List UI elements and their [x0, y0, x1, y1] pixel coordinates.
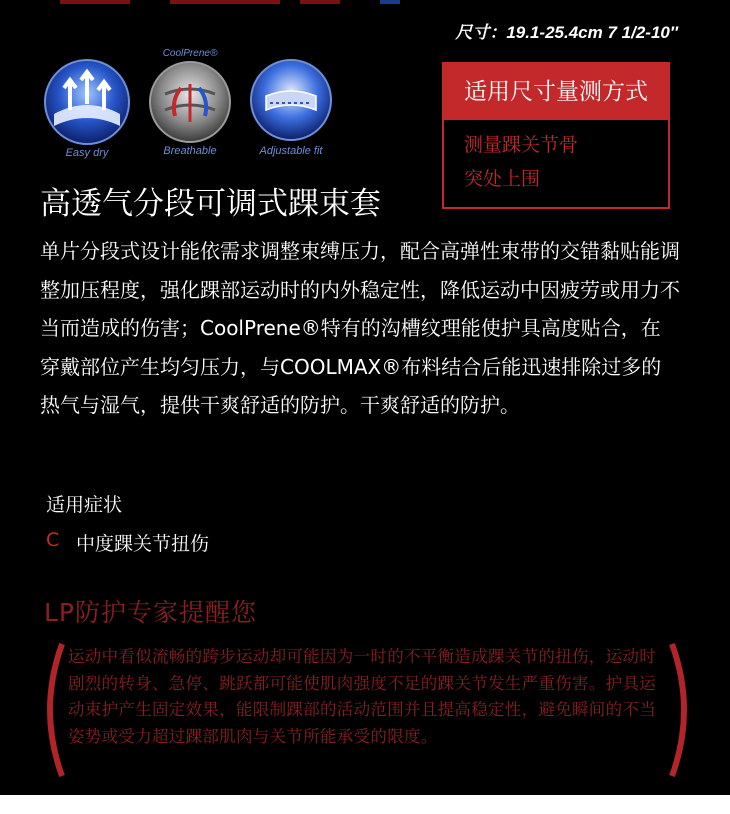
breathable-icon [143, 44, 237, 160]
right-parenthesis [668, 640, 690, 780]
measure-box [442, 62, 670, 209]
symptom-bullet: C [46, 529, 60, 551]
measure-line-2: 突处上围 [464, 168, 541, 190]
badge-adjustable-fit [244, 56, 338, 160]
measure-title: 适用尺寸量测方式 [444, 64, 668, 120]
badge-breathable [143, 44, 237, 160]
adjustable-fit-label: Adjustable fit [259, 145, 323, 157]
breathable-label: Breathable [163, 145, 217, 157]
expert-title: LP防护专家提醒您 [44, 598, 258, 627]
symptom-item: 中度踝关节扭伤 [76, 533, 210, 555]
left-parenthesis [44, 640, 66, 780]
adjustable-fit-icon [244, 56, 338, 160]
product-description: 单片分段式设计能依需求调整束缚压力，配合高弹性束带的交错黏贴能调整加压程度，强化踝部运动时的内外稳定性，降低运动中因疲劳或用力不当而造成的伤害；CoolPrene®特有的沟槽纹理能使护具高度贴合，在穿戴部位产生均匀压力，与COOLMAX®布料结合后能迅速排除过多的热气与湿气，提供干爽舒适的防护。干爽舒适的防护。 [40, 239, 680, 417]
size-spec: 尺寸：19.1-25.4cm 7 1/2-10″ [455, 23, 678, 42]
top-decoration [0, 0, 730, 10]
easy-dry-icon [40, 56, 134, 160]
measure-instructions [444, 120, 668, 196]
symptoms-title: 适用症状 [46, 494, 123, 516]
coolprene-label: CoolPrene® [162, 48, 218, 59]
badge-easy-dry [40, 56, 134, 160]
expert-reminder: 运动中看似流畅的跨步运动却可能因为一时的不平衡造成踝关节的扭伤，运动时剧烈的转身、急停、跳跃都可能使肌肉强度不足的踝关节发生严重伤害。护具运动束护产生固定效果，能限制踝部的活动范围并且提高稳定性，避免瞬间的不当姿势或受力超过踝部肌肉与关节所能承受的限度。 [68, 647, 656, 746]
measure-line-1: 测量踝关节骨 [464, 134, 579, 156]
product-title: 高透气分段可调式踝束套 [40, 186, 381, 222]
easy-dry-label: Easy dry [65, 147, 109, 159]
